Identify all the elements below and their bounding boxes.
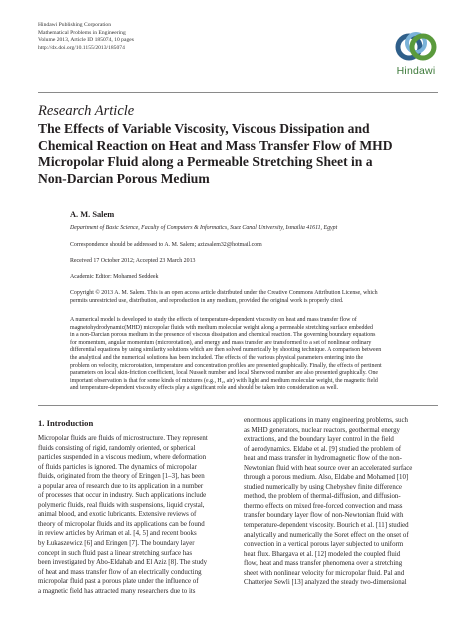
body-line: as MHD generators, nuclear reactors, geothermal energy — [244, 426, 400, 434]
body-line: convection in a vertical porous layer subjected to uniform — [244, 541, 404, 549]
body-line: theory of micropolar fluids and its applications can be found — [38, 520, 205, 528]
body-line: been investigated by Abo-Eldahab and El Aziz [8]. The study — [38, 559, 208, 567]
body-line: of aerodynamics. Eldabe et al. [9] studied the problem of — [244, 445, 402, 453]
publication-header — [38, 22, 338, 52]
abstract — [70, 317, 440, 393]
volume-line: Volume 2013, Article ID 185074, 10 pages — [38, 37, 134, 44]
abstract-line: for momentum, angular momentum (microrotation), and energy and mass transfer are transformed to a set of nonlinear ordinary — [70, 339, 372, 346]
body-line: studied numerically by using Chebyshev finite difference — [244, 483, 402, 491]
body-line: Chatterjee Sewli [13] analyzed the steady two-dimensional — [244, 579, 407, 587]
doi-link[interactable]: http://dx.doi.org/10.1155/2013/185074 — [38, 44, 125, 51]
body-line: animal blood, and exotic lubricants. Extensive reviews of — [38, 511, 197, 519]
body-line: of heat and mass transfer flow of an electrically conducting — [38, 568, 202, 576]
abstract-line: parameters on local skin-friction coefficient, local Nusselt number and local Sherwood number are also presented graphically. One — [70, 370, 379, 377]
abstract-line: the analytical and the numerical solutions has been included. The effects of the various physical parameters entering into the — [70, 354, 364, 361]
body-line: Newtonian fluid with heat source over an accelerated surface — [244, 464, 413, 472]
body-line: analytically and numerically the Soret effect on the onset of — [244, 531, 409, 539]
publisher-line: Hindawi Publishing Corporation — [38, 22, 112, 28]
article-title — [38, 121, 438, 187]
abstract-line: magnetohydrodynamic(MHD) micropolar fluids with medium molecular weight along a permeable stretching surface embedded — [70, 324, 373, 331]
title-line: Chemical Reaction on Heat and Mass Transfer Flow of MHD — [38, 137, 393, 153]
body-line: particles suspended in a viscous medium, where deformation — [38, 454, 207, 462]
body-line: enormous applications in many engineering problems, such — [244, 417, 408, 424]
body-line: extractions, and the boundary layer control in the field — [244, 436, 394, 444]
header-divider — [38, 92, 438, 93]
body-line: thermo effects on mixed free-forced convection and mass — [244, 502, 403, 510]
body-line: temperature-dependent viscosity. Bourich et al. [11] studied — [244, 522, 409, 530]
abstract-line: problem on velocity, microrotation, temperature and concentration profiles are presented graphically. Finally, the effects of pertinent — [70, 362, 382, 369]
body-line: sheet with nonlinear velocity for micropolar fluid. Pal and — [244, 569, 405, 577]
body-line: heat flux. Bhargava et al. [12] modeled the coupled fluid — [244, 550, 401, 558]
hindawi-logo-icon — [395, 30, 437, 64]
body-line: a magnetic field has attracted many researchers due to its — [38, 587, 196, 595]
body-column-right — [244, 416, 440, 588]
body-line: micropolar fluid past a porous plate under the influence of — [38, 578, 199, 586]
correspondence: Correspondence should be addressed to A. M. Salem; azizsalem32@hotmail.com — [70, 242, 262, 248]
body-line: of fluids particles is ignored. The dynamics of micropolar — [38, 463, 197, 471]
copyright-notice: Copyright © 2013 A. M. Salem. This is an open access article distributed under the Creative Commons Attribution License, which permits unrestricted use, distribution, and reproduction in any medium, provided the original work is properly cited. — [70, 290, 378, 304]
body-line: Micropolar fluids are fluids of microstructure. They represent — [38, 435, 208, 442]
title-line: The Effects of Variable Viscosity, Viscous Dissipation and — [38, 121, 370, 136]
title-line: Micropolar Fluid along a Permeable Stretching Sheet in a — [38, 154, 373, 170]
body-line: transfer boundary layer flow of non-Newtonian fluid with — [244, 512, 404, 520]
body-line: through a porous medium. Also, Eldabe and Mohamed [10] — [244, 474, 409, 482]
body-line: a popular area of research due to its application in a number — [38, 482, 204, 490]
abstract-line: important observation is that for some kinds of mixtures (e.g., H₂, air) with light and medium molecular weight, the magnetic field — [70, 377, 378, 384]
body-line: fluids, originated from the theory of Eringen [1–3], has been — [38, 473, 205, 481]
section-heading-introduction: 1. Introduction — [38, 418, 94, 428]
abstract-line: differential equations by using similarity solutions which are then solved numerically by shooting technique. A comparison between — [70, 347, 382, 354]
body-line: in review articles by Ariman et al. [4, 5] and recent books — [38, 530, 197, 538]
logo-wordmark: Hindawi — [396, 65, 436, 77]
body-line: of processes that occur in industry. Such applications include — [38, 492, 207, 500]
abstract-divider — [38, 405, 438, 406]
body-line: heat and mass transfer in hydromagnetic flow of the non- — [244, 455, 402, 463]
body-line: flow, heat and mass transfer phenomena over a stretching — [244, 560, 403, 568]
body-column-left — [38, 434, 234, 596]
journal-line: Mathematical Problems in Engineering — [38, 29, 126, 36]
body-line: concept in such fluid past a linear stretching surface has — [38, 549, 193, 557]
abstract-line: in a non-Darcian porous medium in the presence of viscous dissipation and chemical reaction. The governing boundary equations — [70, 332, 376, 339]
received-accepted-dates: Received 17 October 2012; Accepted 23 March 2013 — [70, 258, 196, 264]
title-line: Non-Darcian Porous Medium — [38, 170, 210, 186]
body-line: by Łukaszewicz [6] and Eringen [7]. The boundary layer — [38, 540, 195, 548]
academic-editor: Academic Editor: Mohamed Seddeek — [70, 274, 159, 280]
hindawi-logo — [388, 30, 444, 86]
abstract-line: and temperature-dependent viscosity effects play a significant role and should be taken into consideration as well. — [70, 385, 339, 392]
abstract-line: A numerical model is developed to study the effects of temperature-dependent viscosity on heat and mass transfer flow of — [70, 317, 357, 323]
author-name: A. M. Salem — [70, 210, 115, 219]
article-type: Research Article — [38, 103, 135, 119]
author-affiliation: Department of Basic Science, Faculty of Computers & Informatics, Suez Canal University, Ismailia 41611, Egypt — [70, 225, 338, 231]
body-line: method, the problem of thermal-diffusion, and diffusion- — [244, 493, 401, 501]
body-line: fluids consisting of rigid, randomly oriented, or spherical — [38, 444, 196, 452]
body-line: polymeric fluids, real fluids with suspensions, liquid crystal, — [38, 501, 205, 509]
